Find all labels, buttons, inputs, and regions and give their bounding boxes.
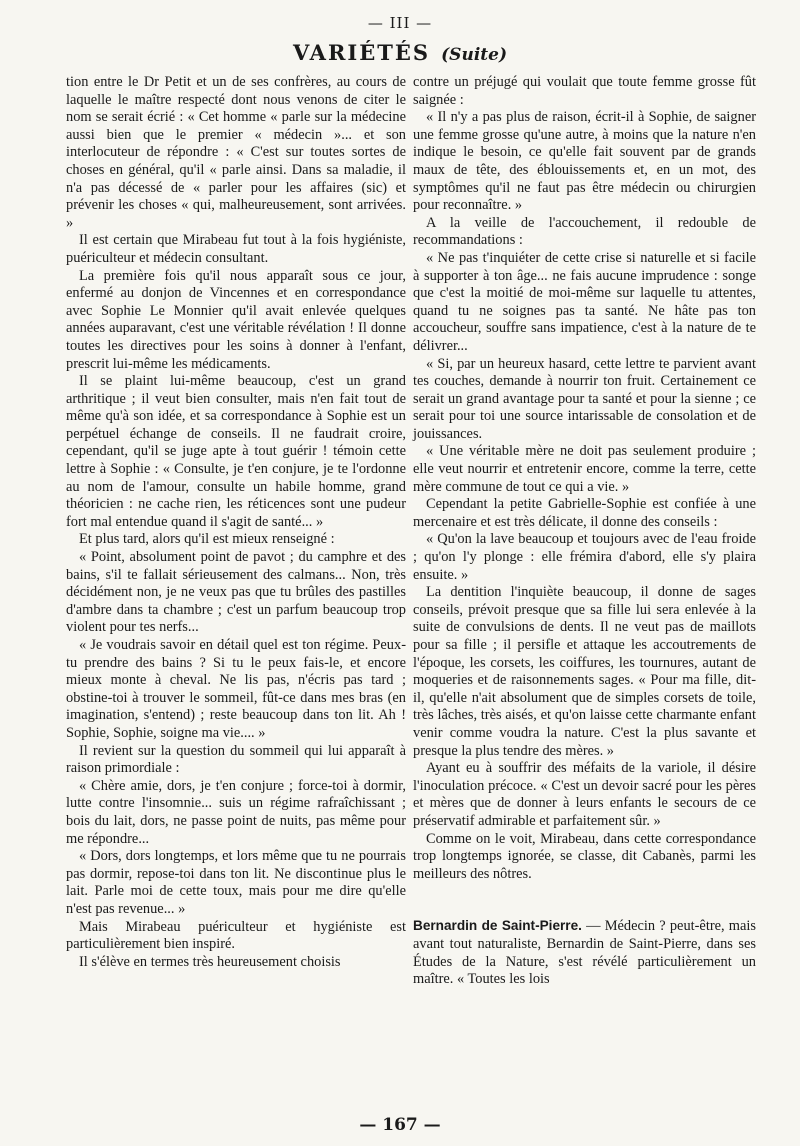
bernardin-text: — Médecin ? peut-être, mais avant tout naturaliste, Bernardin de Saint-Pierre, dans ses Études de la Nature, s'est révélé particulièrement un maître. « Toutes les lois <box>413 918 756 988</box>
paragraph: « Il n'y a pas plus de raison, écrit-il à Sophie, de saigner une femme grosse qu'une autre, à moins que la nature n'en indique le besoin, ce qu'elle fait souvent par de grands maux de tête, des éblouissements et, en un mot, des symptômes qu'il ne faut pas être médecin ou chirurgien pour reconnaître. » <box>413 109 756 214</box>
paragraph: Il s'élève en termes très heureusement choisis <box>79 953 341 970</box>
paragraph: « Chère amie, dors, je t'en conjure ; force-toi à dormir, lutte contre l'insomnie... suis un régime rafraîchissant ; bois du lait, dors, ne passe point de nuits, pas même pour me répondre... <box>66 777 406 847</box>
section-subtitle: (Suite) <box>441 45 507 65</box>
paragraph: A la veille de l'accouchement, il redouble de recommandations : <box>413 214 756 249</box>
bernardin-heading: Bernardin de Saint-Pierre. <box>413 918 582 934</box>
page-number: — 167 — <box>359 1115 441 1135</box>
paragraph: contre un préjugé qui voulait que toute femme grosse fût saignée : <box>413 74 756 108</box>
paragraph: « Ne pas t'inquiéter de cette crise si naturelle et si facile à supporter à ton âge... ne fais aucune imprudence : songe que c'est la moitié de moi-même sur laquelle tu attentes, quand tu ne soignes pas ta santé. Ne hâte pas ton accoucheur, souffre sans impatience, c'est à la nature de te délivrer... <box>413 249 756 354</box>
paragraph: Ayant eu à souffrir des méfaits de la variole, il désire l'inoculation précoce. « C'est un devoir sacré pour les pères et mères que de donner à leurs enfants le secours de ce préservatif admirable et parfaitement sûr. » <box>413 760 756 829</box>
paragraph: « Je voudrais savoir en détail quel est ton régime. Peux-tu prendre des bains ? Si tu le peux fais-le, et encore mieux monte à cheval. Ne lis pas, n'écris pas tard ; obstine-toi à trouver le sommeil, fût-ce dans mes bras (en imagination, s'entend) ; reste beaucoup dans ton lit. Ah ! Sophie, Sophie, soigne ma vie.... » <box>66 637 406 741</box>
paragraph: « Dors, dors longtemps, et lors même que tu ne pourrais pas dormir, repose-toi dans ton lit. Ne discontinue plus le lait. Parle moi de cette toux, mais pour me dire qu'elle n'est pas revenue... » <box>66 848 406 917</box>
paragraph: Il se plaint lui-même beaucoup, c'est un grand arthritique ; il veut bien consulter, mais n'en fait tout de même qu'à son idée, et sa correspondance à Sophie est un perpétuel échange de conseils. Il ne faudrait croire, cependant, qu'il se juge apte à tout guérir ! témoin cette lettre à Sophie : « Consulte, je t'en conjure, je te l'ordonne au nom de l'amour, consulte un habile homme, grand théoricien : ne cache rien, les réticences sont une pudeur fort mal entendue quand il s'agit de santé... » <box>66 373 406 530</box>
bernardin-paragraph <box>413 917 756 988</box>
paragraph: Cependant la petite Gabrielle-Sophie est confiée à une mercenaire et est très délicate, il donne des conseils : <box>413 496 756 530</box>
paragraph: « Point, absolument point de pavot ; du camphre et des bains, s'il te fallait sérieusement des calmans... Non, très décidément non, je ne veux pas que tu brûles des pastilles d'ambre dans ta chambre ; c'est un parfum beaucoup trop violent pour tes nerfs... <box>66 549 406 636</box>
paragraph: Il est certain que Mirabeau fut tout à la fois hygiéniste, puériculteur et médecin consultant. <box>66 232 406 266</box>
paragraph: « Si, par un heureux hasard, cette lettre te parvient avant tes couches, demande à nourrir ton fruit. Certainement ce serait un grand avantage pour ta santé et pour la sienne ; ce serait pour toi une source intarissable de consolation et de jouissances. <box>413 355 756 442</box>
paragraph: « Qu'on la lave beaucoup et toujours avec de l'eau froide ; qu'on l'y plonge : elle frémira d'abord, elle s'y plaira ensuite. » <box>413 531 756 583</box>
left-column <box>66 74 406 971</box>
paragraph: Il revient sur la question du sommeil qui lui apparaît à raison primordiale : <box>66 742 406 777</box>
paragraph: Et plus tard, alors qu'il est mieux renseigné : <box>79 531 335 548</box>
paragraph: Mais Mirabeau puériculteur et hygiéniste est particulièrement bien inspiré. <box>66 918 406 953</box>
paragraph: La première fois qu'il nous apparaît sous ce jour, enfermé au donjon de Vincennes et en correspondance avec Sophie Le Monnier qu'il avait enlevée quelques années auparavant, c'est une véritable révélation ! Il donne toutes les directives pour les soins à donner à l'enfant, prescrit lui-même les médicaments. <box>66 267 406 372</box>
paragraph: La dentition l'inquiète beaucoup, il donne de sages conseils, prévoit presque que sa fille lui sera enlevée à la suite de convulsions de dents. Il ne veut pas de maillots pour sa fille ; il persifle et attaque les accoutrements de l'époque, les corsets, les coiffures, les tournures, autant de moqueries et de raisonnements sages. « Pour ma fille, dit-il, qu'elle n'ait absolument que de simples corsets de toile, très lâches, très aisés, et qu'on laisse cette charmante enfant venir comme voudra la nature. C'est la plus savante et presque la plus tendre des mères. » <box>413 584 756 759</box>
section-heading <box>0 40 800 65</box>
paragraph: « Une véritable mère ne doit pas seulement produire ; elle veut nourrir et entretenir encore, comme la terre, cette mère commune de tout ce qui a vie. » <box>413 443 756 495</box>
paragraph: Comme on le voit, Mirabeau, dans cette correspondance trop longtemps ignorée, se classe, dit Cabanès, parmi les meilleurs des nôtres. <box>413 830 756 882</box>
right-column <box>413 74 756 989</box>
paragraph: tion entre le Dr Petit et un de ses confrères, au cours de laquelle le maître respecté dont nous venons de citer le nom se serait écrié : « Cet homme « parle sur la médecine aussi bien que le premier « médecin »... et son interlocuteur de répondre : « C'est sur toutes sortes de choses en général, qu'il « parle ainsi. Dans sa maladie, il n'a pas décessé de « parler pour les affaires (sic) et prévenir les choses « qui, malheureusement, sont arrivées. » <box>66 74 406 231</box>
page-folio: — III — <box>367 14 433 32</box>
section-title: VARIÉTÉS <box>293 40 431 65</box>
